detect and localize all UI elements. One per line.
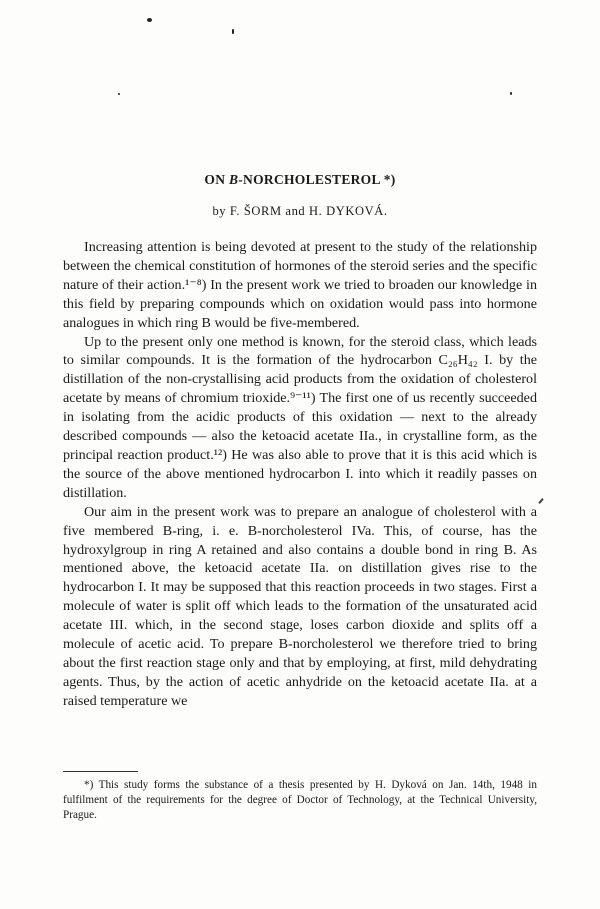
- body-paragraph: Increasing attention is being devoted at present to the study of the relationship between the chemical constitution of hormones of the steroid series and the specific nature of their action.¹⁻⁸) In the present work we tried to broaden our knowledge in this field by preparing compounds which on oxidation would pass into hormone analogues in which ring B would be five-membered.: [63, 239, 537, 331]
- article-authors: by F. ŠORM and H. DYKOVÁ.: [212, 204, 388, 218]
- footnote: *) This study forms the substance of a thesis presented by H. Dyková on Jan. 14th, 1948 in fulfilment of the requirements for the degree of Doctor of Technology, at the Technical University, Prague.: [63, 779, 537, 822]
- ink-speck: [510, 92, 512, 95]
- ink-speck: [118, 93, 120, 95]
- article-title: [0, 172, 600, 188]
- title-rest: -NORCHOLESTEROL *): [238, 172, 396, 187]
- body-paragraph: Our aim in the present work was to prepare an analogue of cholesterol with a five membered B-ring, i. e. B-norcholesterol IVa. This, of course, has the hydroxylgroup in ring A retained and also contains a double bond in ring B. As mentioned above, the ketoacid acetate IIa. on distillation gives rise to the hydrocarbon I. It may be supposed that this reaction proceeds in two stages. First a molecule of water is split off which leads to the formation of the unsaturated acid acetate III. which, in the second stage, loses carbon dioxide and splits off a molecule of acetic acid. To prepare B-norcholesterol we therefore tried to bring about the first reaction stage only and that by employing, at first, mild dehydrating agents. Thus, by the action of acetic anhydride on the ketoacid acetate IIa. at a raised temperature we: [63, 503, 537, 709]
- margin-mark: [538, 498, 543, 504]
- article-body: [63, 238, 537, 711]
- title-prefix: ON: [204, 172, 229, 187]
- body-paragraph: Up to the present only one method is known, for the steroid class, which leads to similar compounds. It is the formation of the hydrocarbon C₂₆H₄₂ I. by the distillation of the non-crystallising acid products from the oxidation of cholesterol acetate by means of chromium trioxide.⁹⁻¹¹) The first one of us recently succeeded in isolating from the acidic products of this oxidation — next to the already described compounds — also the ketoacid acetate IIa., in crystalline form, as the principal reaction product.¹²) He was also able to prove that it is this acid which is the source of the above mentioned hydrocarbon I. into which it readily passes on distillation.: [63, 333, 537, 501]
- footnote-divider: [63, 771, 138, 772]
- ink-speck: [147, 18, 152, 22]
- ink-speck: [232, 29, 234, 34]
- title-italic-letter: B: [228, 172, 239, 187]
